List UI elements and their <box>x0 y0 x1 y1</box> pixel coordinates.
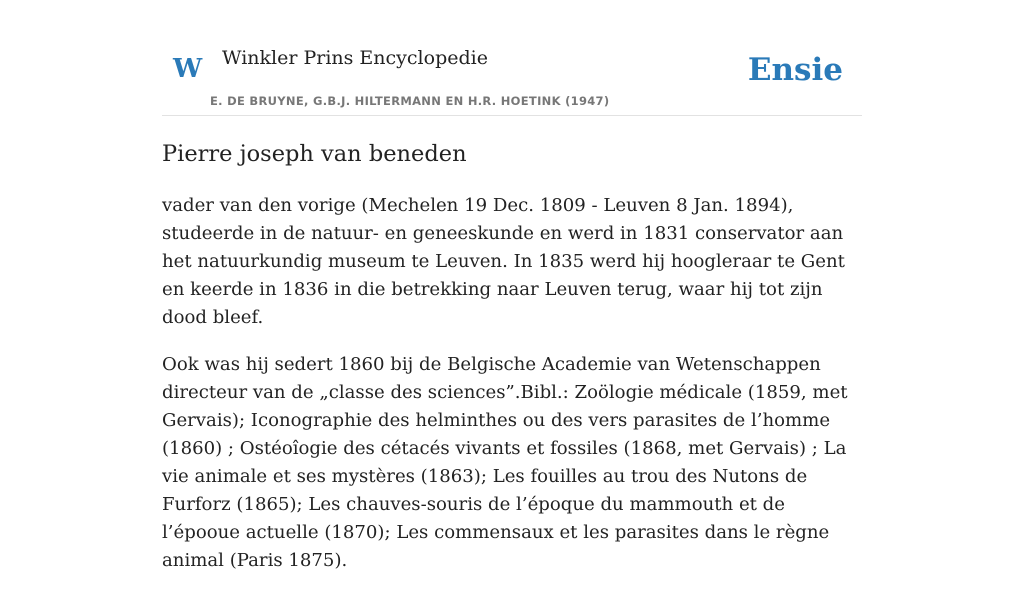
article-paragraph: vader van den vorige (Mechelen 19 Dec. 1809 - Leuven 8 Jan. 1894), studeerde in de natuur- en geneeskunde en werd in 1831 conservator aan het natuurkundig museum te Leuven. In 1835 werd hij hoogleraar te Gent en keerde in 1836 in die betrekking naar Leuven terug, waar hij tot zijn dood bleef. <box>162 195 845 328</box>
article-title: Pierre joseph van beneden <box>162 141 467 167</box>
article-body <box>162 192 862 594</box>
publication-logo[interactable]: W <box>173 54 203 84</box>
ensie-brand-logo[interactable]: Ensie <box>747 52 843 88</box>
publication-authors: E. DE BRUYNE, G.B.J. HILTERMANN EN H.R. HOETINK (1947) <box>210 94 610 108</box>
article-paragraph: Ook was hij sedert 1860 bij de Belgische Academie van Wetenschappen directeur van de „classe des sciences”.Bibl.: Zoölogie médicale (1859, met Gervais); Iconographie des helminthes ou des vers parasites de l’homme (1860) ; Ostéoîogie des cétacés vivants et fossiles (1868, met Gervais) ; La vie animale et ses mystères (1863); Les fouilles au trou des Nutons de Furforz (1865); Les chauves-souris de l’époque du mammouth et de l’épooue actuelle (1870); Les commensaux et les parasites dans le règne animal (Paris 1875). <box>162 354 848 571</box>
publication-title[interactable]: Winkler Prins Encyclopedie <box>222 47 488 69</box>
header-divider <box>162 115 862 116</box>
